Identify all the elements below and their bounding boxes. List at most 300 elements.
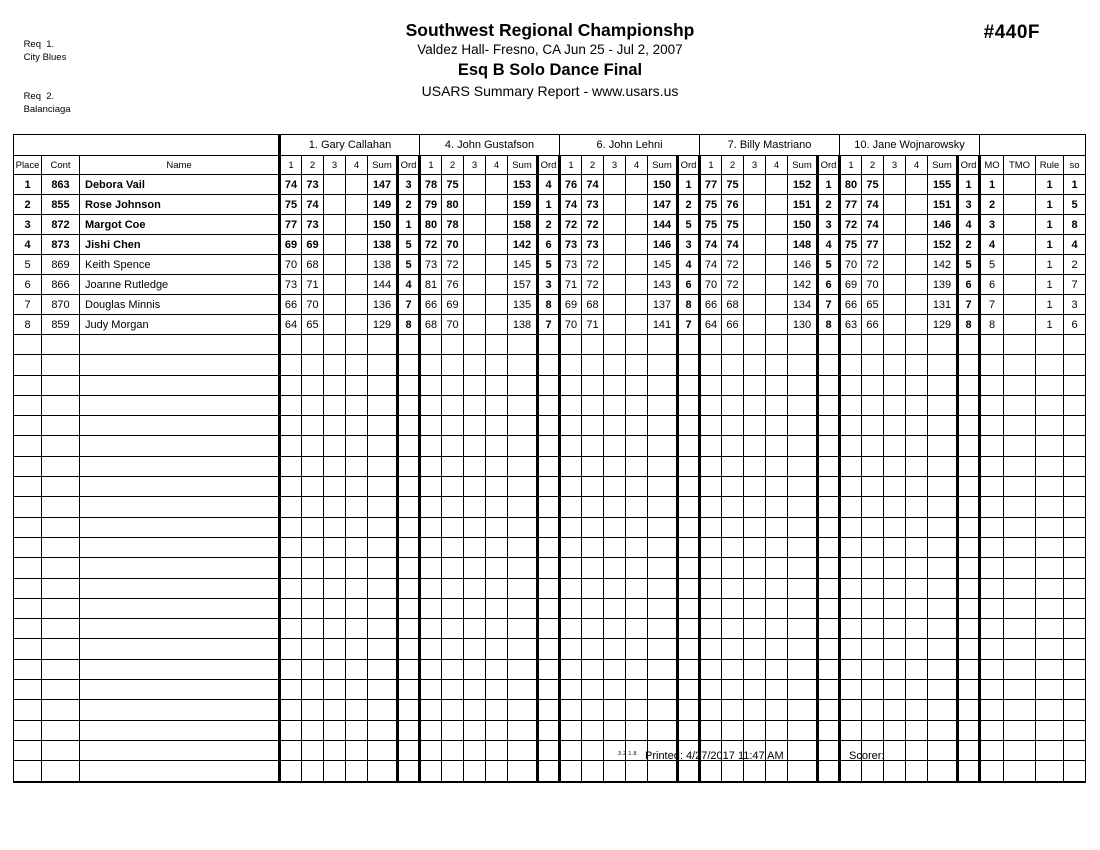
table-row[interactable] <box>14 235 1086 255</box>
cell-empty <box>398 537 420 557</box>
cell-empty <box>560 558 582 578</box>
cell-empty <box>626 598 648 618</box>
cell-empty <box>840 761 862 782</box>
cell-j2-ord: 8 <box>538 295 560 315</box>
cell-empty <box>508 456 538 476</box>
cell-empty <box>302 680 324 700</box>
cell-j1-s1: 73 <box>280 275 302 295</box>
cell-empty <box>648 497 678 517</box>
cell-empty <box>486 680 508 700</box>
cell-j3-s4 <box>626 215 648 235</box>
table-row-empty[interactable] <box>14 598 1086 618</box>
cell-j2-sum: 158 <box>508 215 538 235</box>
cell-empty <box>464 416 486 436</box>
cell-empty <box>368 720 398 740</box>
cell-empty <box>582 619 604 639</box>
cell-empty <box>1004 375 1036 395</box>
cell-empty <box>958 639 980 659</box>
cell-empty <box>788 720 818 740</box>
cell-empty <box>928 436 958 456</box>
cell-j5-s4 <box>906 215 928 235</box>
cell-empty <box>582 477 604 497</box>
table-row[interactable] <box>14 195 1086 215</box>
cell-empty <box>508 639 538 659</box>
cell-empty <box>678 659 700 679</box>
cell-empty <box>906 395 928 415</box>
cell-empty <box>560 700 582 720</box>
cell-empty <box>368 558 398 578</box>
cell-j5-ord: 6 <box>958 275 980 295</box>
cell-rule: 1 <box>1036 295 1064 315</box>
table-row-empty[interactable] <box>14 355 1086 375</box>
cell-empty <box>560 578 582 598</box>
table-row-empty[interactable] <box>14 335 1086 355</box>
cell-empty <box>906 558 928 578</box>
cell-empty <box>280 375 302 395</box>
table-row-empty[interactable] <box>14 497 1086 517</box>
cell-empty <box>700 477 722 497</box>
column-header-row <box>14 156 1086 175</box>
cell-j1-s2: 68 <box>302 255 324 275</box>
cell-j3-sum: 143 <box>648 275 678 295</box>
cell-empty <box>604 578 626 598</box>
cell-j2-s4 <box>486 255 508 275</box>
cell-empty <box>928 497 958 517</box>
table-row[interactable] <box>14 255 1086 275</box>
table-row-empty[interactable] <box>14 517 1086 537</box>
table-row-empty[interactable] <box>14 680 1086 700</box>
cell-j3-s3 <box>604 255 626 275</box>
cell-empty <box>906 639 928 659</box>
cell-empty <box>788 740 818 760</box>
cell-empty <box>14 395 42 415</box>
cell-j5-s3 <box>884 235 906 255</box>
cell-empty <box>368 395 398 415</box>
cell-empty <box>1036 355 1064 375</box>
cell-j1-s4 <box>346 215 368 235</box>
cell-empty <box>42 436 80 456</box>
cell-empty <box>884 598 906 618</box>
cell-empty <box>928 598 958 618</box>
cell-empty <box>14 740 42 760</box>
cell-empty <box>302 598 324 618</box>
cell-empty <box>722 700 744 720</box>
cell-empty <box>766 416 788 436</box>
cell-empty <box>744 558 766 578</box>
cell-empty <box>744 456 766 476</box>
cell-empty <box>560 497 582 517</box>
header-j5-ord: Ord <box>958 156 980 175</box>
cell-empty <box>420 761 442 782</box>
cell-empty <box>1036 639 1064 659</box>
cell-empty <box>862 619 884 639</box>
header-j1-2: 2 <box>302 156 324 175</box>
cell-empty <box>958 335 980 355</box>
table-row-empty[interactable] <box>14 659 1086 679</box>
cell-empty <box>582 497 604 517</box>
cell-empty <box>700 700 722 720</box>
cell-empty <box>884 578 906 598</box>
cell-empty <box>538 578 560 598</box>
cell-mo: 2 <box>980 195 1004 215</box>
cell-empty <box>818 375 840 395</box>
cell-empty <box>766 578 788 598</box>
cell-empty <box>398 517 420 537</box>
cell-empty <box>442 578 464 598</box>
cell-j2-s3 <box>464 175 486 195</box>
cell-empty <box>700 598 722 618</box>
cell-j2-s2: 78 <box>442 215 464 235</box>
cell-j1-s4 <box>346 195 368 215</box>
cell-j1-s1: 70 <box>280 255 302 275</box>
cell-j2-s4 <box>486 175 508 195</box>
cell-empty <box>280 335 302 355</box>
cell-empty <box>80 517 280 537</box>
cell-j4-s4 <box>766 215 788 235</box>
cell-j2-sum: 157 <box>508 275 538 295</box>
cell-empty <box>1036 517 1064 537</box>
cell-empty <box>700 375 722 395</box>
cell-j4-s3 <box>744 295 766 315</box>
cell-empty <box>486 517 508 537</box>
cell-mo: 1 <box>980 175 1004 195</box>
cell-empty <box>486 456 508 476</box>
cell-empty <box>788 680 818 700</box>
table-row-empty[interactable] <box>14 416 1086 436</box>
cell-empty <box>14 761 42 782</box>
cell-empty <box>980 335 1004 355</box>
cell-j4-s2: 74 <box>722 235 744 255</box>
cell-empty <box>508 335 538 355</box>
cell-j1-s1: 64 <box>280 315 302 335</box>
cell-empty <box>1004 558 1036 578</box>
table-row-empty[interactable] <box>14 639 1086 659</box>
cell-empty <box>744 436 766 456</box>
cell-empty <box>280 680 302 700</box>
cell-empty <box>442 436 464 456</box>
cell-empty <box>582 375 604 395</box>
cell-empty <box>538 659 560 679</box>
cell-empty <box>80 395 280 415</box>
cell-j3-s2: 71 <box>582 315 604 335</box>
cell-empty <box>766 680 788 700</box>
table-row-empty[interactable] <box>14 578 1086 598</box>
cell-empty <box>324 740 346 760</box>
table-row-empty[interactable] <box>14 436 1086 456</box>
cell-mo: 5 <box>980 255 1004 275</box>
cell-j4-s2: 66 <box>722 315 744 335</box>
cell-empty <box>648 395 678 415</box>
table-row[interactable] <box>14 275 1086 295</box>
cell-j4-s2: 68 <box>722 295 744 315</box>
cell-j3-s4 <box>626 255 648 275</box>
header-j3-4: 4 <box>626 156 648 175</box>
cell-empty <box>744 537 766 557</box>
cell-empty <box>368 761 398 782</box>
table-row[interactable] <box>14 295 1086 315</box>
requirement-label: Req 2. <box>23 91 55 102</box>
cell-empty <box>1004 680 1036 700</box>
cell-empty <box>648 598 678 618</box>
cell-empty <box>1064 680 1086 700</box>
cell-empty <box>14 578 42 598</box>
cell-empty <box>486 395 508 415</box>
cell-empty <box>538 456 560 476</box>
cell-empty <box>508 436 538 456</box>
cell-empty <box>1036 578 1064 598</box>
cell-j1-ord: 7 <box>398 295 420 315</box>
cell-j3-sum: 137 <box>648 295 678 315</box>
cell-empty <box>14 720 42 740</box>
cell-empty <box>722 639 744 659</box>
table-row-empty[interactable] <box>14 395 1086 415</box>
cell-empty <box>818 477 840 497</box>
cell-j3-s4 <box>626 195 648 215</box>
cell-empty <box>700 639 722 659</box>
cell-j1-ord: 5 <box>398 235 420 255</box>
cell-empty <box>442 355 464 375</box>
cell-j4-ord: 3 <box>818 215 840 235</box>
table-row-empty[interactable] <box>14 558 1086 578</box>
cell-empty <box>538 436 560 456</box>
cell-empty <box>604 598 626 618</box>
cell-empty <box>766 456 788 476</box>
header-place: Place <box>14 156 42 175</box>
cell-j5-s2: 70 <box>862 275 884 295</box>
cell-empty <box>884 335 906 355</box>
cell-empty <box>42 740 80 760</box>
table-row-empty[interactable] <box>14 700 1086 720</box>
cell-j3-s1: 74 <box>560 195 582 215</box>
cell-empty <box>280 659 302 679</box>
cell-empty <box>398 416 420 436</box>
cell-empty <box>346 761 368 782</box>
cell-j4-s2: 72 <box>722 255 744 275</box>
header-j4-3: 3 <box>744 156 766 175</box>
cell-empty <box>604 517 626 537</box>
cell-empty <box>700 416 722 436</box>
cell-j5-s1: 70 <box>840 255 862 275</box>
cell-empty <box>862 456 884 476</box>
cell-empty <box>840 335 862 355</box>
header-so: so <box>1064 156 1086 175</box>
banner-spacer-right <box>980 135 1086 156</box>
cell-name: Douglas Minnis <box>80 295 280 315</box>
cell-j4-sum: 148 <box>788 235 818 255</box>
cell-empty <box>464 456 486 476</box>
cell-empty <box>678 416 700 436</box>
cell-empty <box>744 395 766 415</box>
cell-tmo <box>1004 255 1036 275</box>
cell-empty <box>368 659 398 679</box>
table-row-empty[interactable] <box>14 619 1086 639</box>
cell-empty <box>648 558 678 578</box>
cell-empty <box>560 740 582 760</box>
cell-empty <box>766 537 788 557</box>
cell-empty <box>302 517 324 537</box>
cell-j3-s2: 72 <box>582 255 604 275</box>
cell-empty <box>818 395 840 415</box>
cell-empty <box>766 558 788 578</box>
cell-empty <box>560 598 582 618</box>
cell-empty <box>302 619 324 639</box>
cell-empty <box>346 659 368 679</box>
cell-empty <box>678 680 700 700</box>
cell-empty <box>1064 456 1086 476</box>
cell-j2-sum: 138 <box>508 315 538 335</box>
cell-empty <box>398 436 420 456</box>
cell-empty <box>42 639 80 659</box>
cell-empty <box>420 477 442 497</box>
cell-j2-s2: 70 <box>442 315 464 335</box>
cell-empty <box>678 720 700 740</box>
cell-empty <box>582 436 604 456</box>
cell-empty <box>280 761 302 782</box>
cell-empty <box>766 436 788 456</box>
cell-empty <box>678 578 700 598</box>
cell-empty <box>368 619 398 639</box>
table-row-empty[interactable] <box>14 477 1086 497</box>
cell-empty <box>42 700 80 720</box>
header-j1-ord: Ord <box>398 156 420 175</box>
cell-empty <box>958 761 980 782</box>
cell-j2-s3 <box>464 295 486 315</box>
cell-empty <box>486 558 508 578</box>
cell-empty <box>604 659 626 679</box>
cell-empty <box>884 680 906 700</box>
cell-empty <box>906 456 928 476</box>
cell-j5-s1: 72 <box>840 215 862 235</box>
cell-empty <box>368 416 398 436</box>
table-row-empty[interactable] <box>14 720 1086 740</box>
cell-empty <box>80 335 280 355</box>
table-row-empty[interactable] <box>14 761 1086 782</box>
cell-empty <box>398 335 420 355</box>
cell-empty <box>508 355 538 375</box>
cell-empty <box>928 395 958 415</box>
table-row-empty[interactable] <box>14 537 1086 557</box>
cell-empty <box>464 436 486 456</box>
cell-j3-sum: 144 <box>648 215 678 235</box>
requirement-value: City Blues <box>23 52 67 63</box>
cell-empty <box>582 395 604 415</box>
cell-empty <box>840 720 862 740</box>
cell-empty <box>14 517 42 537</box>
cell-empty <box>368 497 398 517</box>
cell-empty <box>582 720 604 740</box>
cell-empty <box>368 436 398 456</box>
cell-empty <box>884 740 906 760</box>
cell-empty <box>626 761 648 782</box>
cell-empty <box>928 578 958 598</box>
cell-j1-ord: 8 <box>398 315 420 335</box>
cell-empty <box>648 436 678 456</box>
cell-place: 6 <box>14 275 42 295</box>
cell-j3-s3 <box>604 295 626 315</box>
cell-empty <box>722 619 744 639</box>
judge-name-5: 10. Jane Wojnarowsky <box>840 135 980 156</box>
cell-empty <box>840 558 862 578</box>
cell-empty <box>508 497 538 517</box>
cell-empty <box>508 416 538 436</box>
cell-place: 2 <box>14 195 42 215</box>
cell-j2-sum: 153 <box>508 175 538 195</box>
cell-empty <box>678 598 700 618</box>
cell-tmo <box>1004 295 1036 315</box>
cell-j5-s4 <box>906 175 928 195</box>
cell-empty <box>280 537 302 557</box>
cell-j4-sum: 134 <box>788 295 818 315</box>
cell-j1-s2: 73 <box>302 215 324 235</box>
cell-j4-s3 <box>744 175 766 195</box>
cell-j5-s3 <box>884 275 906 295</box>
cell-empty <box>324 395 346 415</box>
cell-empty <box>648 578 678 598</box>
cell-empty <box>42 456 80 476</box>
cell-empty <box>840 700 862 720</box>
cell-j4-ord: 4 <box>818 235 840 255</box>
header-mo: MO <box>980 156 1004 175</box>
cell-empty <box>560 436 582 456</box>
cell-empty <box>678 497 700 517</box>
cell-empty <box>906 619 928 639</box>
cell-empty <box>958 395 980 415</box>
cell-empty <box>626 497 648 517</box>
cell-j3-s2: 72 <box>582 275 604 295</box>
cell-empty <box>722 578 744 598</box>
cell-empty <box>678 517 700 537</box>
cell-name: Judy Morgan <box>80 315 280 335</box>
cell-empty <box>420 395 442 415</box>
cell-empty <box>818 598 840 618</box>
cell-place: 3 <box>14 215 42 235</box>
table-row-empty[interactable] <box>14 740 1086 760</box>
cell-empty <box>928 456 958 476</box>
table-row-empty[interactable] <box>14 456 1086 476</box>
cell-rule: 1 <box>1036 255 1064 275</box>
cell-empty <box>420 639 442 659</box>
cell-j2-ord: 7 <box>538 315 560 335</box>
cell-empty <box>648 355 678 375</box>
cell-cont: 873 <box>42 235 80 255</box>
cell-j5-s1: 63 <box>840 315 862 335</box>
cell-empty <box>700 761 722 782</box>
cell-j2-s2: 76 <box>442 275 464 295</box>
cell-empty <box>346 558 368 578</box>
table-row-empty[interactable] <box>14 375 1086 395</box>
cell-j4-sum: 150 <box>788 215 818 235</box>
cell-empty <box>928 416 958 436</box>
cell-empty <box>722 436 744 456</box>
cell-j3-s2: 73 <box>582 195 604 215</box>
cell-empty <box>80 700 280 720</box>
table-row[interactable] <box>14 215 1086 235</box>
cell-j3-s3 <box>604 175 626 195</box>
judge-name-2: 4. John Gustafson <box>420 135 560 156</box>
cell-j5-s3 <box>884 295 906 315</box>
table-row[interactable] <box>14 315 1086 335</box>
cell-empty <box>818 619 840 639</box>
table-row[interactable] <box>14 175 1086 195</box>
cell-empty <box>788 761 818 782</box>
cell-empty <box>302 578 324 598</box>
cell-empty <box>302 395 324 415</box>
cell-empty <box>14 375 42 395</box>
cell-rule: 1 <box>1036 315 1064 335</box>
cell-empty <box>280 639 302 659</box>
cell-empty <box>648 680 678 700</box>
cell-j5-s2: 77 <box>862 235 884 255</box>
